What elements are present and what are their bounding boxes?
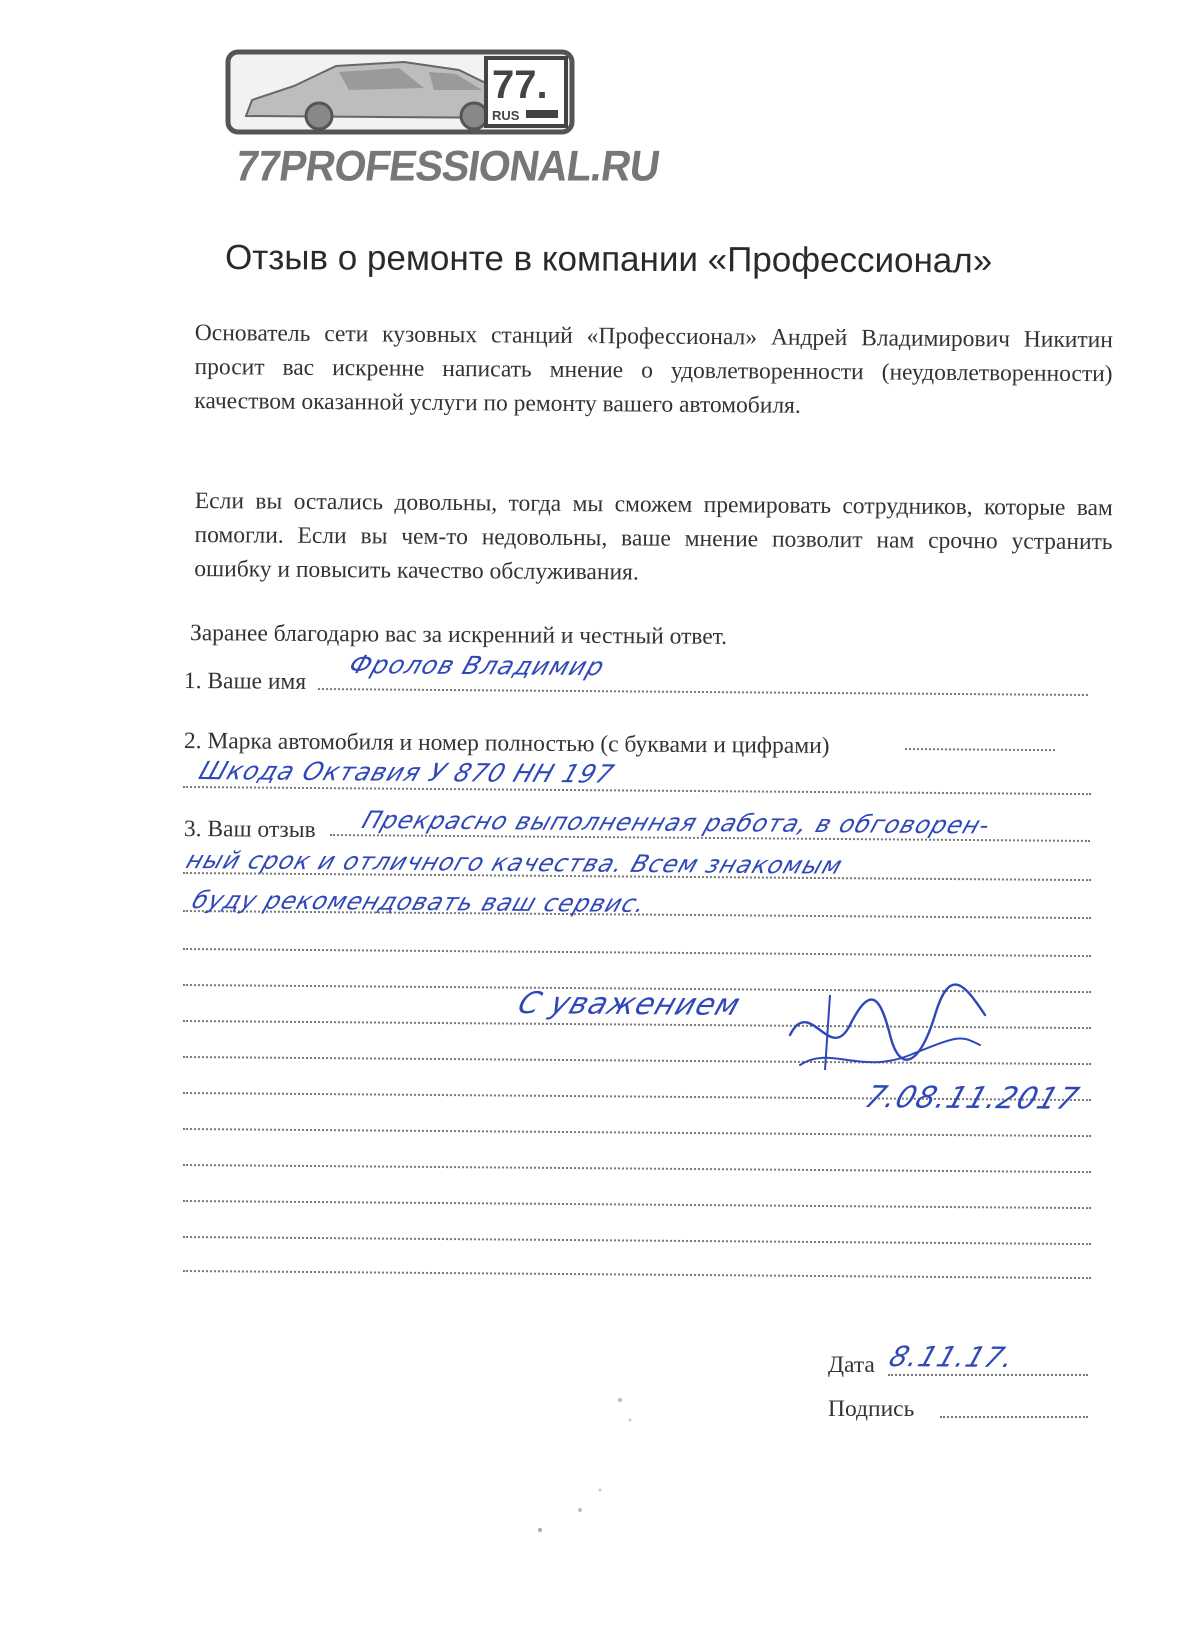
- answer-line: [183, 1264, 1091, 1279]
- car-silhouette-icon: [224, 48, 614, 148]
- answer-line: [183, 1122, 1091, 1137]
- question-review-label: 3. Ваш отзыв: [183, 816, 316, 844]
- answer-line: [183, 1158, 1091, 1173]
- scan-speckles: [520, 1390, 660, 1540]
- intro-paragraph-2: Если вы остались довольны, тогда мы сможем премировать сотрудников, которые вам помогли. Если вы чем-то недовольны, ваше мнение позволит нам срочно устранить ошибку и повысить качество обслуживания.: [194, 487, 1113, 586]
- answer-line: [318, 682, 1088, 696]
- answer-line: [183, 942, 1091, 957]
- review-date: 7.08.11.2017: [860, 1080, 1084, 1117]
- badge-number: 77.: [492, 63, 548, 107]
- date-label: Дата: [828, 1352, 875, 1378]
- review-line-2: ный срок и отличного качества. Всем знакомым: [182, 846, 847, 880]
- review-line-3: буду рекомендовать ваш сервис.: [188, 886, 650, 918]
- question-car-label: 2. Марка автомобиля и номер полностью (с буквами и цифрами): [183, 728, 830, 760]
- page-title: Отзыв о ремонте в компании «Профессионал»: [224, 238, 993, 281]
- answer-name: Фролов Владимир: [345, 650, 609, 682]
- thanks-line: Заранее благодарю вас за искренний и честный ответ.: [189, 620, 728, 650]
- answer-line: [183, 1230, 1091, 1245]
- review-line-1: Прекрасно выполненная работа, в обговорен-: [358, 806, 995, 840]
- signature-label: Подпись: [828, 1396, 915, 1422]
- answer-line: [905, 742, 1055, 751]
- answer-car: Шкода Октавия У 870 НН 197: [195, 756, 619, 789]
- intro-paragraph-1: Основатель сети кузовных станций «Профессионал» Андрей Владимирович Никитин просит вас искренне написать мнение о удовлетворенности (неудовлетворенности) качеством оказанной услуги по ремонту вашего автомобиля.: [194, 319, 1113, 419]
- question-name-label: 1. Ваше имя: [183, 668, 307, 695]
- handwritten-signature: [770, 975, 1000, 1085]
- review-closing: С уважением: [513, 986, 746, 1023]
- logo-site: 77PROFESSIONAL.RU: [232, 141, 663, 191]
- company-logo: [224, 48, 663, 198]
- answer-line: [183, 1194, 1091, 1209]
- date-value: 8.11.17.: [884, 1340, 1020, 1375]
- signature-line: [940, 1410, 1088, 1418]
- badge-region: RUS: [492, 108, 520, 123]
